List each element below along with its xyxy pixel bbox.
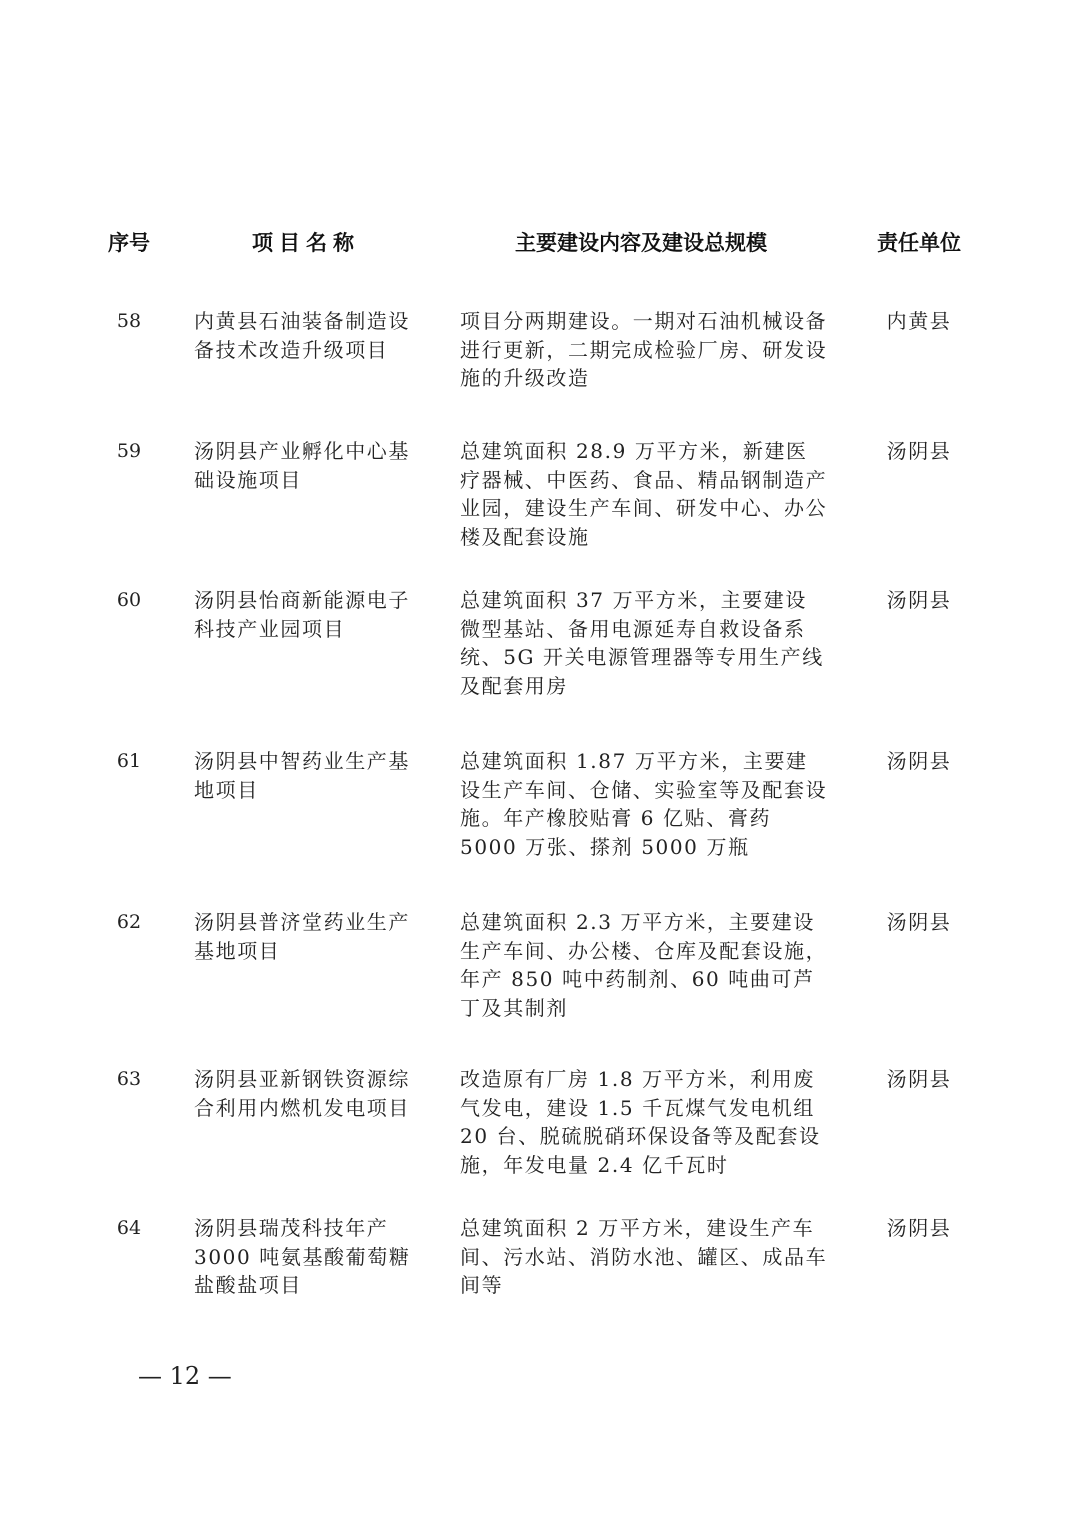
row-unit: 汤阴县 (886, 910, 952, 934)
row-name: 汤阴县中智药业生产基地项目 (194, 749, 410, 802)
row-seq: 63 (116, 1068, 142, 1090)
row-seq: 58 (116, 310, 142, 332)
row-content: 总建筑面积 37 万平方米，主要建设微型基站、备用电源延寿自救设备系统、5G 开关电源管理器等专用生产线及配套用房 (460, 588, 824, 698)
row-name: 汤阴县瑞茂科技年产 3000 吨氨基酸葡萄糖盐酸盐项目 (194, 1216, 411, 1297)
row-content: 总建筑面积 2 万平方米，建设生产车间、污水站、消防水池、罐区、成品车间等 (460, 1216, 828, 1297)
row-unit: 汤阴县 (886, 588, 952, 612)
row-unit: 汤阴县 (886, 1216, 952, 1240)
row-content: 总建筑面积 1.87 万平方米，主要建设生产车间、仓储、实验室等及配套设施。年产橡胶贴膏 6 亿贴、膏药 5000 万张、搽剂 5000 万瓶 (460, 749, 828, 859)
row-name: 汤阴县怡商新能源电子科技产业园项目 (194, 588, 410, 641)
header-name: 项目名称 (252, 231, 360, 255)
table-header (0, 228, 1080, 264)
header-seq: 序号 (108, 231, 150, 255)
row-seq: 59 (116, 440, 142, 462)
row-unit: 内黄县 (886, 309, 952, 333)
row-seq: 60 (116, 589, 142, 611)
header-unit: 责任单位 (877, 231, 961, 255)
row-content: 改造原有厂房 1.8 万平方米，利用废气发电，建设 1.5 千瓦煤气发电机组 20 台、脱硫脱硝环保设备等及配套设施，年发电量 2.4 亿千瓦时 (460, 1067, 821, 1177)
row-name: 汤阴县普济堂药业生产基地项目 (194, 910, 410, 963)
row-name: 汤阴县亚新钢铁资源综合利用内燃机发电项目 (194, 1067, 410, 1120)
row-seq: 61 (116, 750, 142, 772)
row-unit: 汤阴县 (886, 749, 952, 773)
row-seq: 64 (116, 1217, 142, 1239)
row-content: 总建筑面积 2.3 万平方米，主要建设生产车间、办公楼、仓库及配套设施，年产 850 吨中药制剂、60 吨曲可芦丁及其制剂 (460, 910, 828, 1020)
header-content: 主要建设内容及建设总规模 (515, 231, 767, 255)
row-content: 总建筑面积 28.9 万平方米，新建医疗器械、中医药、食品、精品钢制造产业园，建设生产车间、研发中心、办公楼及配套设施 (460, 439, 828, 549)
row-unit: 汤阴县 (886, 1067, 952, 1091)
row-name: 汤阴县产业孵化中心基础设施项目 (194, 439, 410, 492)
row-name: 内黄县石油装备制造设备技术改造升级项目 (194, 309, 410, 362)
row-seq: 62 (116, 911, 142, 933)
page-number: — 12 — (138, 1362, 232, 1390)
row-unit: 汤阴县 (886, 439, 952, 463)
row-content: 项目分两期建设。一期对石油机械设备进行更新，二期完成检验厂房、研发设施的升级改造 (460, 309, 828, 390)
